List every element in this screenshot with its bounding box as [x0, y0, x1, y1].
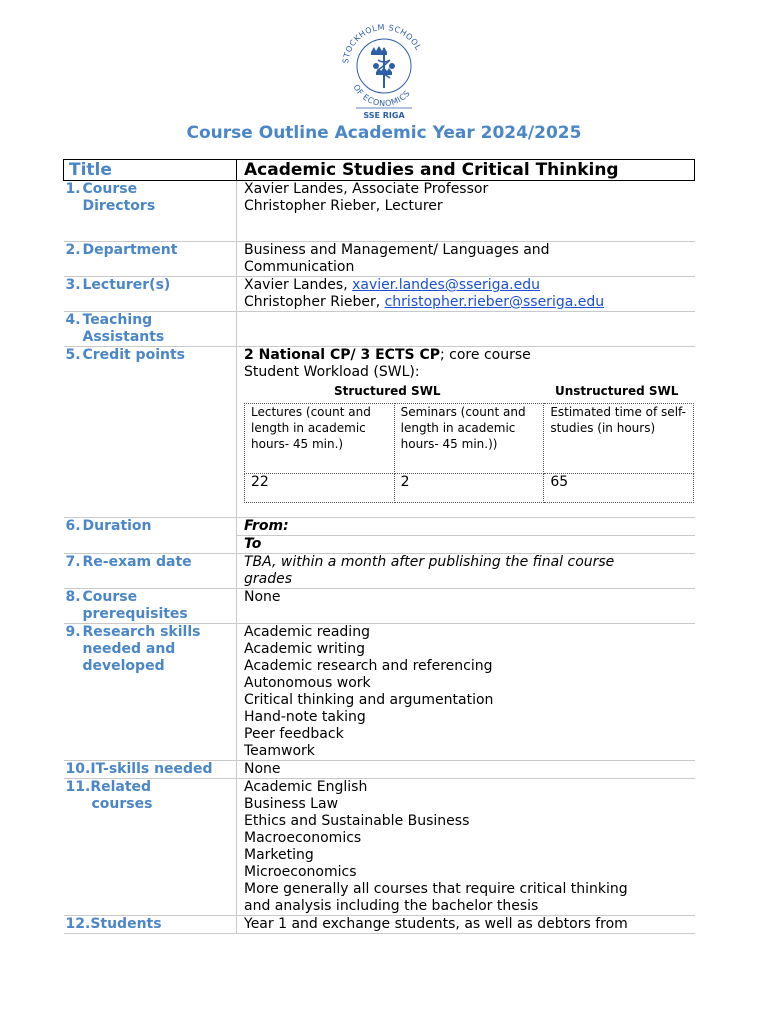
lecturers-label: 3. Lecturer(s) — [64, 277, 237, 312]
prerequisites-label: 8. Course prerequisites — [64, 589, 237, 624]
swl-value-seminars: 2 — [394, 474, 544, 503]
course-directors-value: Xavier Landes, Associate Professor Christopher Rieber, Lecturer — [237, 181, 695, 242]
prerequisites-row — [64, 589, 695, 624]
swl-header-self-studies: Estimated time of self-studies (in hours) — [544, 404, 694, 474]
list-item: Marketing — [244, 847, 314, 863]
svg-text:STOCKHOLM SCHOOL: STOCKHOLM SCHOOL — [341, 22, 423, 65]
teaching-assistants-value — [237, 312, 695, 347]
title-row — [64, 160, 695, 181]
research-skills-value — [237, 624, 695, 761]
department-label: 2. Department — [64, 242, 237, 277]
list-item: Academic writing — [244, 641, 366, 657]
lecturers-value: Xavier Landes, xavier.landes@sseriga.edu Christopher Rieber, christopher.rieber@sseriga.edu — [237, 277, 695, 312]
duration-label: 6. Duration — [64, 518, 237, 554]
swl-value-self-studies: 65 — [544, 474, 694, 503]
course-title: Academic Studies and Critical Thinking — [237, 160, 695, 181]
credit-points-row — [64, 347, 695, 518]
course-outline-table — [63, 159, 695, 934]
related-courses-label: 11.Related courses — [64, 779, 237, 916]
email-link-christopher[interactable]: christopher.rieber@sseriga.edu — [384, 294, 605, 310]
duration-from: From: — [237, 518, 695, 536]
swl-table — [244, 403, 694, 503]
sse-riga-logo — [336, 22, 432, 120]
credit-points-bold: 2 National CP/ 3 ECTS CP — [244, 347, 440, 363]
credit-points-value: 2 National CP/ 3 ECTS CP; core course Student Workload (SWL): Structured SWL Unstructured SWL Lectures (count and length in academic hours- 45 min.) Seminars (count and length in academic hours- 45 min.)) Estimated time of self-studies (in hours) 22 2 65 — [237, 347, 695, 518]
page-title: Course Outline Academic Year 2024/2025 — [186, 123, 582, 143]
related-courses-value — [237, 779, 695, 916]
crest-icon — [336, 22, 432, 120]
reexam-label: 7. Re-exam date — [64, 554, 237, 589]
research-skills-label: 9. Research skills needed and developed — [64, 624, 237, 761]
teaching-assistants-row — [64, 312, 695, 347]
list-item: Academic research and referencing — [244, 658, 493, 674]
course-directors-label: 1. Course Directors — [64, 181, 237, 242]
credit-points-label: 5. Credit points — [64, 347, 237, 518]
swl-group-headers — [244, 381, 695, 403]
list-item: Hand-note taking — [244, 709, 366, 725]
research-skills-row — [64, 624, 695, 761]
svg-text:OF ECONOMICS: OF ECONOMICS — [351, 82, 412, 109]
list-item: Critical thinking and argumentation — [244, 692, 494, 708]
list-item: Academic English — [244, 779, 368, 795]
swl-header-lectures: Lectures (count and length in academic hours- 45 min.) — [245, 404, 395, 474]
list-item: Microeconomics — [244, 864, 357, 880]
list-item: Business Law — [244, 796, 339, 812]
students-label: 12.Students — [64, 916, 237, 934]
swl-value-row — [245, 474, 694, 503]
list-item: Peer feedback — [244, 726, 344, 742]
it-skills-row — [64, 761, 695, 779]
title-label: Title — [64, 160, 237, 181]
swl-header-seminars: Seminars (count and length in academic hours- 45 min.)) — [394, 404, 544, 474]
it-skills-value: None — [237, 761, 695, 779]
course-directors-row — [64, 181, 695, 242]
lecturers-row — [64, 277, 695, 312]
structured-swl-label: Structured SWL — [334, 384, 441, 398]
email-link-xavier[interactable]: xavier.landes@sseriga.edu — [352, 277, 540, 293]
list-item: Autonomous work — [244, 675, 371, 691]
reexam-row — [64, 554, 695, 589]
list-item: Teamwork — [244, 743, 315, 759]
it-skills-label: 10.IT-skills needed — [64, 761, 237, 779]
reexam-value: TBA, within a month after publishing the final course grades — [237, 554, 695, 589]
swl-header-row — [245, 404, 694, 474]
list-item: Macroeconomics — [244, 830, 362, 846]
list-item: Academic reading — [244, 624, 370, 640]
prerequisites-value: None — [237, 589, 695, 624]
duration-row — [64, 518, 695, 536]
swl-value-lectures: 22 — [245, 474, 395, 503]
logo-subtext: SSE RIGA — [363, 111, 405, 120]
students-value: Year 1 and exchange students, as well as debtors from — [237, 916, 695, 934]
duration-to: To — [237, 536, 695, 554]
teaching-assistants-label: 4. Teaching Assistants — [64, 312, 237, 347]
related-courses-row — [64, 779, 695, 916]
list-item: and analysis including the bachelor thesis — [244, 898, 539, 914]
list-item: Ethics and Sustainable Business — [244, 813, 470, 829]
department-value: Business and Management/ Languages and Communication — [237, 242, 695, 277]
department-row — [64, 242, 695, 277]
swl-label: Student Workload (SWL): — [244, 364, 420, 380]
students-row — [64, 916, 695, 934]
list-item: More generally all courses that require critical thinking — [244, 881, 628, 897]
unstructured-swl-label: Unstructured SWL — [555, 384, 679, 398]
